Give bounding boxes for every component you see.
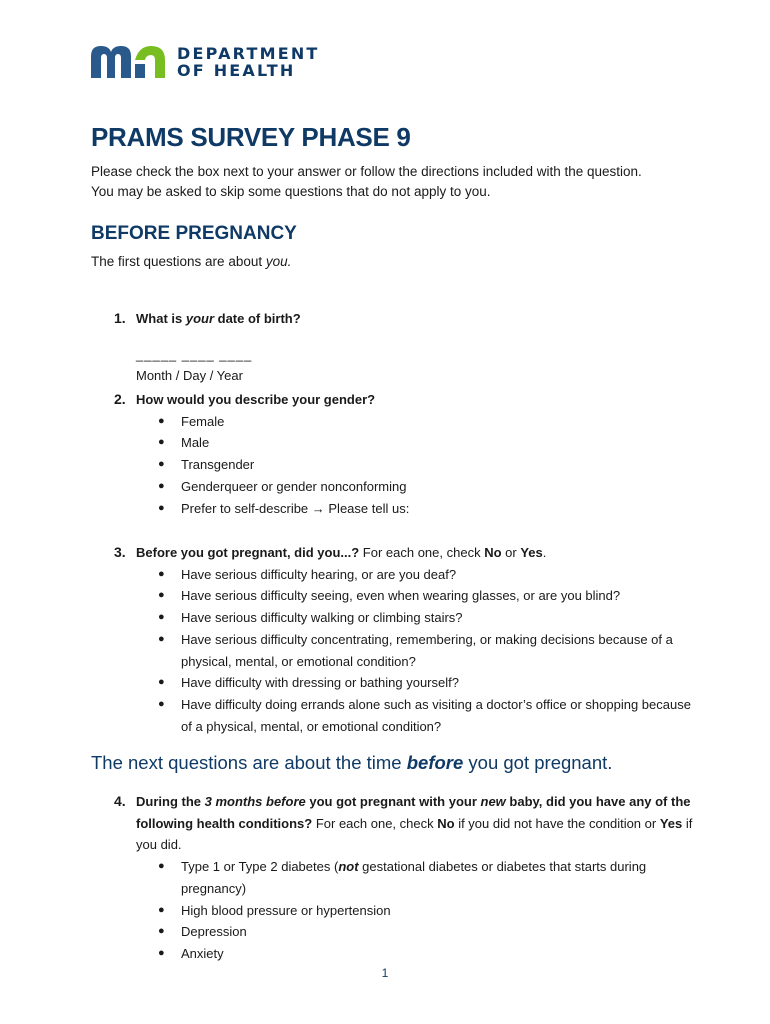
- q3-text-a: Before you got pregnant, did you...?: [136, 545, 360, 560]
- answer-option[interactable]: [158, 856, 694, 899]
- page-title: PRAMS SURVEY PHASE 9: [91, 122, 411, 152]
- question-3: [114, 542, 694, 737]
- question-4: [114, 791, 694, 965]
- q4-text-8: if you did not have the condition or: [454, 815, 660, 831]
- logo-line-1: DEPARTMENT: [177, 44, 320, 63]
- q3-text-e: Yes: [520, 545, 543, 560]
- answer-option[interactable]: ● Depression: [158, 921, 694, 943]
- q1-text-a: What is: [136, 311, 186, 326]
- section-subtext-a: The first questions are about: [91, 254, 266, 269]
- q4-opt1-c: gestational diabetes or diabetes that starts during pregnancy): [181, 859, 647, 896]
- answer-option[interactable]: ● Male: [158, 432, 694, 454]
- q1-text-b: your: [185, 311, 215, 326]
- answer-option[interactable]: ● Have serious difficulty walking or climbing stairs?: [158, 607, 694, 629]
- section-heading: BEFORE PREGNANCY: [91, 223, 297, 244]
- q3-text-d: or: [501, 545, 521, 560]
- answer-options: [158, 411, 694, 520]
- answer-option[interactable]: ● Female: [158, 411, 694, 433]
- intro-text: [91, 162, 711, 202]
- logo-line-2: OF HEALTH: [177, 61, 296, 80]
- question-text: [136, 791, 694, 856]
- answer-options: [158, 856, 694, 965]
- answer-option[interactable]: ● Transgender: [158, 454, 694, 476]
- dob-format-label: Month / Day / Year: [136, 368, 243, 384]
- subhead-b: before: [406, 752, 464, 773]
- intro-line-2: You may be asked to skip some questions that do not apply to you.: [91, 184, 491, 199]
- q4-text-6: For each one, check: [312, 815, 438, 831]
- question-number: 3.: [114, 544, 126, 560]
- subhead-a: The next questions are about the time: [91, 752, 407, 773]
- q4-text-9: Yes: [659, 815, 683, 831]
- q4-text-10: if you did.: [136, 815, 693, 853]
- answer-option[interactable]: ● Prefer to self-describe → Please tell us:: [158, 498, 694, 520]
- q4-text-5: baby, did you have any of the following health conditions?: [136, 794, 691, 831]
- question-2: [114, 389, 694, 519]
- intro-line-1: Please check the box next to your answer or follow the directions included with the question.: [91, 164, 642, 179]
- section-subheading: [91, 752, 612, 774]
- question-number: 2.: [114, 391, 126, 407]
- subhead-c: you got pregnant.: [463, 752, 613, 773]
- q4-text-1: During the: [136, 794, 205, 809]
- q3-text-c: No: [484, 545, 502, 560]
- q4-text-2: 3 months before: [204, 794, 306, 809]
- logo: [91, 45, 320, 79]
- section-subtext: [91, 254, 291, 269]
- answer-option[interactable]: ● Anxiety: [158, 943, 694, 965]
- question-number: 4.: [114, 793, 126, 809]
- question-text: [136, 542, 694, 564]
- answer-option[interactable]: ● Have serious difficulty seeing, even when wearing glasses, or are you blind?: [158, 585, 694, 607]
- question-number: 1.: [114, 310, 126, 326]
- question-text: [136, 308, 694, 330]
- answer-option[interactable]: ● Have difficulty doing errands alone such as visiting a doctor’s office or shopping because of a physical, mental, or emotional condition?: [158, 694, 694, 737]
- answer-option[interactable]: ● Have serious difficulty concentrating, remembering, or making decisions because of a physical, mental, or emotional condition?: [158, 629, 694, 672]
- q4-text-3: you got pregnant with your: [305, 794, 481, 809]
- answer-option[interactable]: ● Genderqueer or gender nonconforming: [158, 476, 694, 498]
- q4-text-4: new: [480, 794, 506, 809]
- answer-options: [158, 564, 694, 738]
- answer-option[interactable]: ● High blood pressure or hypertension: [158, 900, 694, 922]
- question-1: [114, 308, 694, 387]
- section-subtext-b: you.: [265, 254, 292, 269]
- question-text: How would you describe your gender?: [136, 392, 376, 407]
- q1-text-c: date of birth?: [214, 311, 301, 326]
- q4-text-7: No: [437, 815, 455, 831]
- dob-blank-field[interactable]: _____ ____ ____: [136, 346, 253, 362]
- mn-logo-mark-icon: [91, 46, 171, 78]
- q4-opt1-b: not: [338, 859, 359, 875]
- q3-text-b: For each one, check: [359, 545, 485, 560]
- answer-option[interactable]: ● Have difficulty with dressing or bathing yourself?: [158, 672, 694, 694]
- q3-text-f: .: [542, 545, 547, 560]
- q4-opt1-a: Type 1 or Type 2 diabetes (: [181, 859, 339, 875]
- answer-option[interactable]: ● Have serious difficulty hearing, or are you deaf?: [158, 564, 694, 586]
- page-number: 1: [381, 966, 389, 980]
